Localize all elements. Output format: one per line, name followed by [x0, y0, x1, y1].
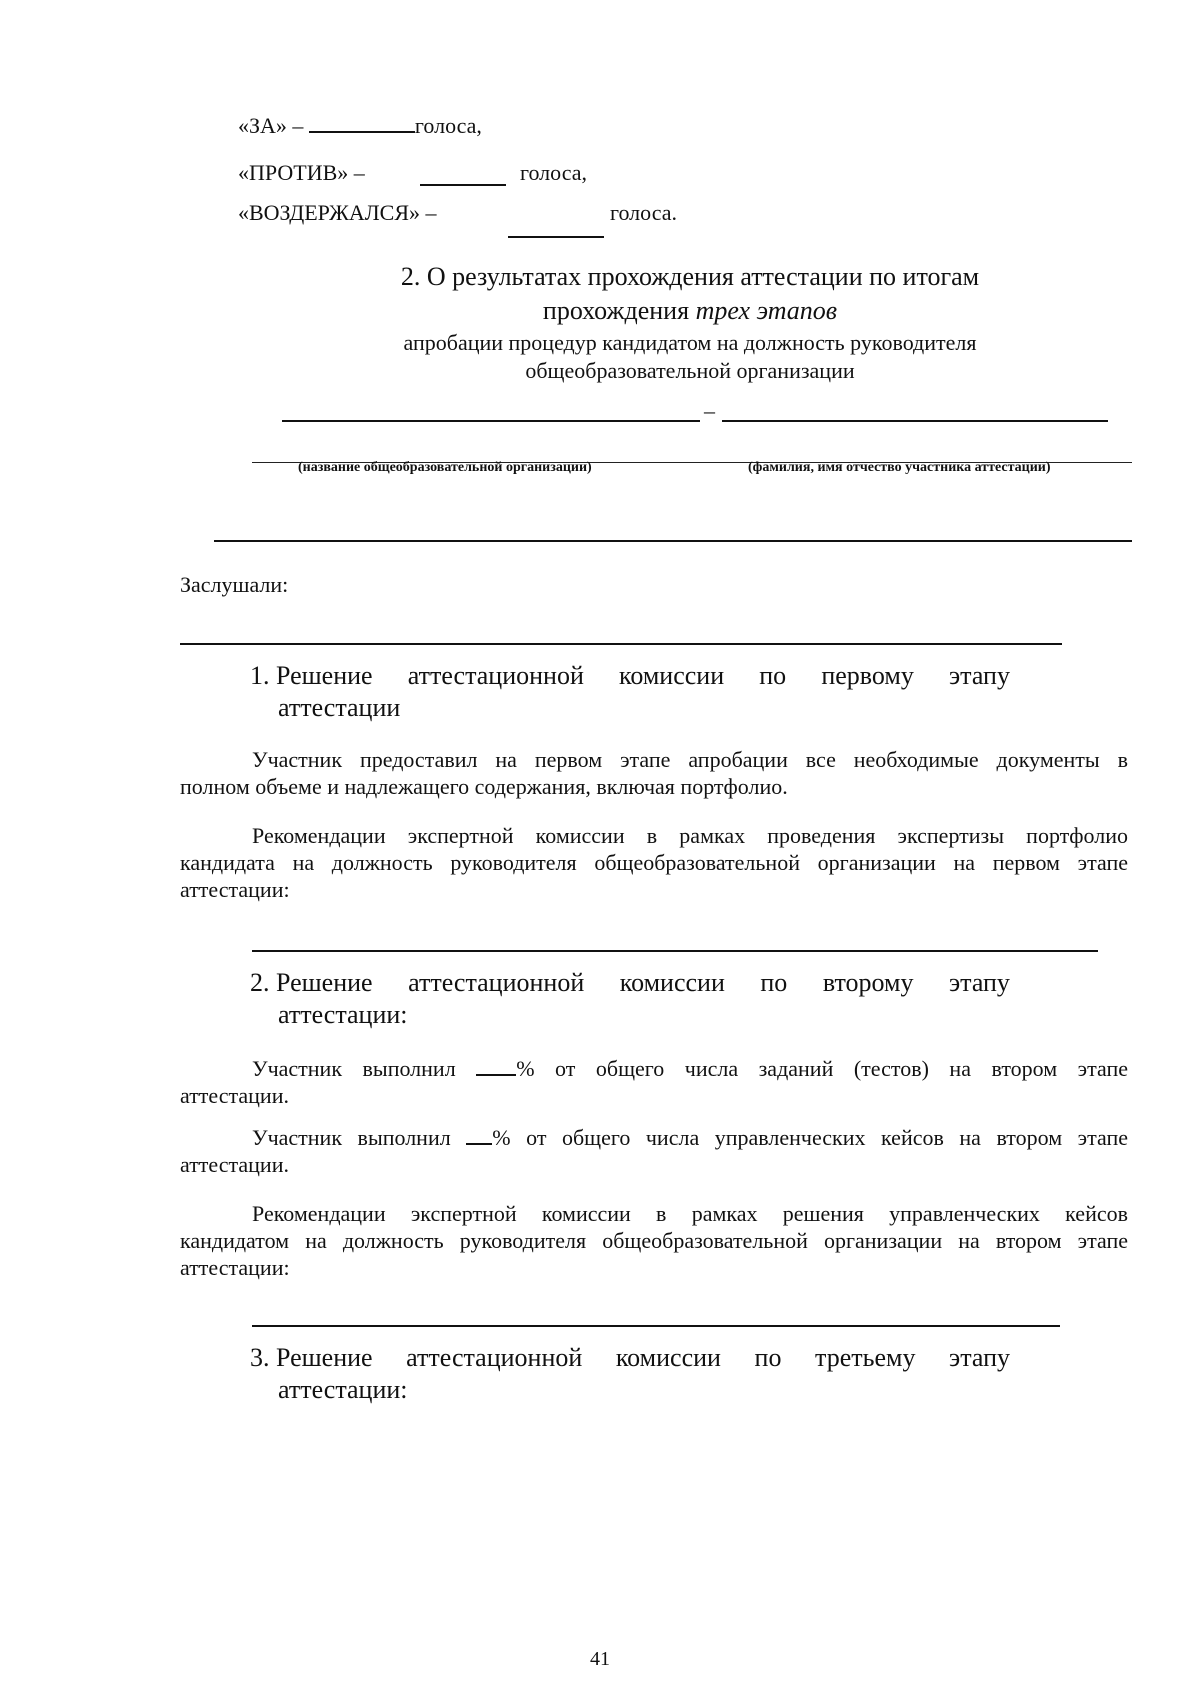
stage3-word: по	[754, 1343, 782, 1372]
stage2-para3	[180, 1200, 1128, 1281]
stage3-num: 3.	[250, 1343, 270, 1372]
stage1-heading-line2: аттестации	[278, 693, 401, 722]
vote-za-blank[interactable]	[309, 113, 415, 133]
vote-za-suffix: голоса,	[414, 113, 482, 138]
stage3-word: этапу	[949, 1343, 1010, 1372]
stage1-num: 1.	[250, 661, 270, 690]
stage2-word: этапу	[948, 968, 1010, 997]
vote-protiv	[238, 160, 365, 186]
stage3-word: третьему	[815, 1343, 916, 1372]
stage1-word: Решение	[276, 661, 373, 690]
vote-vozderzhalsya	[238, 200, 437, 226]
stage2-cases-percent-blank[interactable]	[466, 1125, 492, 1145]
stage1-recommendation-line[interactable]	[252, 950, 1098, 952]
stage2-para1-rest: аттестации.	[180, 1083, 289, 1108]
caption-org: (название общеобразовательной организации)	[298, 460, 592, 475]
stage1-para2-rest: аттестации:	[180, 877, 290, 902]
org-person-dash: –	[704, 398, 715, 423]
stage2-word: Решение	[276, 968, 373, 997]
stage2-para1	[180, 1055, 1128, 1109]
stage1-para2-mid: кандидата на должность руководителя общеобразовательной организации на первом этапе	[180, 850, 1128, 875]
stage2-word: комиссии	[619, 968, 725, 997]
stage2-para3-first: Рекомендации экспертной комиссии в рамках решения управленческих кейсов	[252, 1201, 1128, 1226]
stage1-para1	[180, 746, 1128, 800]
caption-person: (фамилия, имя отчество участника аттестации)	[748, 460, 1051, 475]
vote-vozderzhalsya-label: «ВОЗДЕРЖАЛСЯ» –	[238, 200, 437, 225]
stage2-heading	[250, 967, 1010, 1031]
stage2-heading-line2: аттестации:	[278, 1000, 408, 1029]
stage1-heading	[250, 660, 1010, 724]
stage2-para1-b: % от общего числа заданий (тестов) на втором этапе	[516, 1056, 1128, 1081]
stage2-recommendation-line[interactable]	[252, 1325, 1060, 1327]
stage1-para2	[180, 822, 1128, 903]
stage2-word: по	[760, 968, 788, 997]
section2-title-italic: трех этапов	[695, 296, 838, 325]
stage2-num: 2.	[250, 968, 270, 997]
stage2-para2-b: % от общего числа управленческих кейсов на втором этапе	[492, 1125, 1128, 1150]
stage2-tests-percent-blank[interactable]	[476, 1056, 516, 1076]
stage1-para1-rest: полном объеме и надлежащего содержания, включая портфолио.	[180, 774, 788, 799]
vote-vozderzhalsya-suffix: голоса.	[610, 200, 678, 225]
vote-za	[238, 113, 482, 139]
stage3-word: комиссии	[615, 1343, 721, 1372]
stage1-word: комиссии	[619, 661, 725, 690]
heard-label: Заслушали:	[180, 572, 289, 597]
stage2-para2-a: Участник выполнил	[252, 1125, 451, 1150]
stage2-para1-first	[180, 1055, 1128, 1082]
person-name-line[interactable]	[722, 420, 1108, 422]
vote-protiv-blank[interactable]	[420, 184, 506, 186]
stage3-word: Решение	[276, 1343, 373, 1372]
section2-subtitle-line2: общеобразовательной организации	[525, 358, 855, 383]
stage1-word: этапу	[949, 661, 1010, 690]
stage2-para2-first	[180, 1124, 1128, 1151]
heard-line[interactable]	[180, 643, 1062, 645]
stage2-para3-mid: кандидатом на должность руководителя общеобразовательной организации на втором этапе	[180, 1228, 1128, 1253]
section2-subtitle-line1: апробации процедур кандидатом на должность руководителя	[403, 330, 977, 355]
stage2-para2-rest: аттестации.	[180, 1152, 289, 1177]
stage2-word: аттестационной	[408, 968, 585, 997]
stage3-heading-line2: аттестации:	[278, 1375, 408, 1404]
stage1-word: первому	[821, 661, 914, 690]
section2-title-plain: прохождения	[542, 296, 690, 325]
vote-vozderzhalsya-blank[interactable]	[508, 236, 604, 238]
stage1-para1-first: Участник предоставил на первом этапе апробации все необходимые документы в	[252, 747, 1128, 772]
vote-protiv-suffix: голоса,	[520, 160, 588, 185]
stage2-word: второму	[822, 968, 914, 997]
stage1-para2-first: Рекомендации экспертной комиссии в рамках проведения экспертизы портфолио	[252, 823, 1128, 848]
stage2-para3-rest: аттестации:	[180, 1255, 290, 1280]
vote-protiv-label: «ПРОТИВ» –	[238, 160, 365, 185]
section2-title-line2	[330, 296, 1050, 326]
section2-title-line1: 2. О результатах прохождения аттестации по итогам	[400, 262, 980, 291]
separator-line	[214, 540, 1132, 542]
stage3-heading	[250, 1342, 1010, 1406]
org-name-line[interactable]	[282, 420, 700, 422]
stage2-para2	[180, 1124, 1128, 1178]
stage1-word: аттестационной	[407, 661, 584, 690]
vote-za-label: «ЗА» –	[238, 113, 304, 138]
stage2-para1-a: Участник выполнил	[252, 1056, 456, 1081]
stage1-word: по	[759, 661, 787, 690]
page-number: 41	[590, 1648, 610, 1670]
stage3-word: аттестационной	[406, 1343, 583, 1372]
